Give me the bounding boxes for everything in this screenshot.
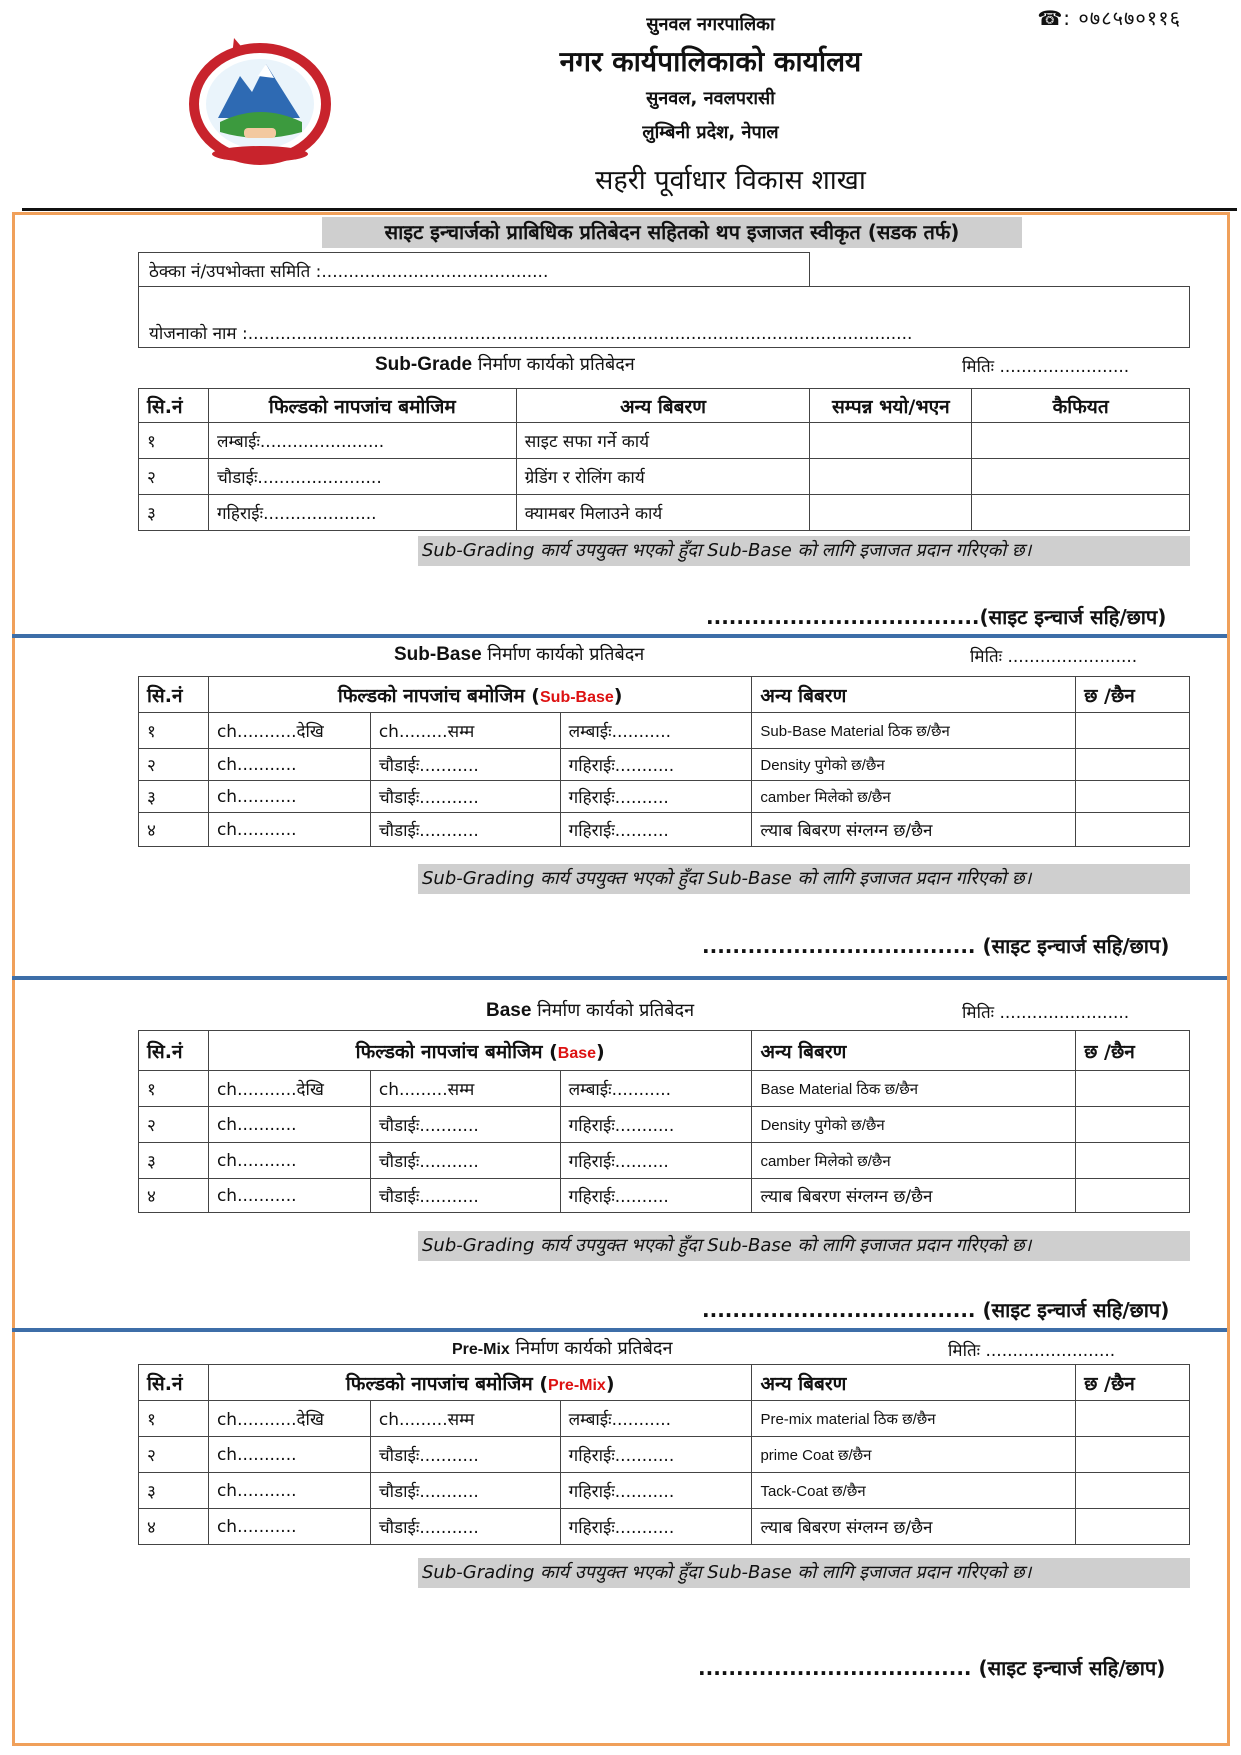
subbase-approval-note: Sub-Grading कार्य उपयुक्त भएको हुँदा Sub-Base को लागि इजाजत प्रदान गरिएको छ। — [418, 864, 1190, 894]
row-sn: १ — [139, 1071, 209, 1107]
header-sn: सि.नं — [139, 677, 209, 713]
table-row — [139, 1401, 1190, 1437]
row-other: ल्याब बिबरण संग्लग्न छ/छैन — [752, 813, 1076, 847]
header-field — [208, 1365, 752, 1401]
row-chainage[interactable]: ch........... — [208, 1509, 370, 1545]
row-width[interactable]: चौडाईः........... — [370, 1509, 560, 1545]
row-sn: २ — [139, 1107, 209, 1143]
subbase-signature[interactable]: .................................... (साइट इन्चार्ज सहि/छाप) — [702, 934, 1170, 958]
base-table — [138, 1030, 1190, 1213]
table-row — [139, 713, 1190, 749]
municipality-name: सुनवल नगरपालिका — [646, 14, 775, 35]
subgrade-table — [138, 388, 1190, 531]
row-other: ल्याब बिबरण संग्लग्न छ/छैन — [752, 1179, 1076, 1213]
row-depth[interactable]: गहिराईः.......... — [560, 781, 752, 813]
subbase-date[interactable]: मितिः ........................ — [970, 647, 1138, 667]
row-sn: १ — [139, 1401, 209, 1437]
row-sn: ३ — [139, 781, 209, 813]
row-remarks[interactable] — [972, 423, 1190, 459]
row-status[interactable] — [1076, 1143, 1190, 1179]
header-field-text: फिल्डको नापजांच बमोजिम ( — [345, 1372, 549, 1395]
row-status[interactable] — [1076, 749, 1190, 781]
row-sn: २ — [139, 459, 209, 495]
row-status[interactable] — [1076, 1179, 1190, 1213]
base-date[interactable]: मितिः ........................ — [962, 1003, 1130, 1023]
row-field[interactable]: गहिराईः..................... — [208, 495, 516, 531]
row-depth[interactable]: गहिराईः........... — [560, 1509, 752, 1545]
table-row — [139, 1071, 1190, 1107]
row-chainage[interactable]: ch........... — [208, 1107, 370, 1143]
row-other: prime Coat छ/छैन — [752, 1437, 1076, 1473]
header-sn: सि.नं — [139, 389, 209, 423]
row-depth[interactable]: गहिराईः.......... — [560, 1143, 752, 1179]
premix-table — [138, 1364, 1190, 1545]
row-remarks[interactable] — [972, 495, 1190, 531]
row-chainage-to[interactable]: ch.........सम्म — [370, 1071, 560, 1107]
header-sn: सि.नं — [139, 1031, 209, 1071]
header-complete: सम्पन्न भयो/भएन — [810, 389, 972, 423]
row-other: Sub-Base Material ठिक छ/छैन — [752, 713, 1076, 749]
subbase-table — [138, 676, 1190, 847]
row-sn: १ — [139, 423, 209, 459]
row-status[interactable] — [1076, 781, 1190, 813]
row-chainage-from[interactable]: ch...........देखि — [208, 1401, 370, 1437]
row-complete[interactable] — [810, 459, 972, 495]
row-depth[interactable]: गहिराईः.......... — [560, 813, 752, 847]
row-status[interactable] — [1076, 713, 1190, 749]
row-chainage[interactable]: ch........... — [208, 1179, 370, 1213]
header-status: छ /छैन — [1076, 677, 1190, 713]
table-row — [139, 749, 1190, 781]
table-row — [139, 459, 1190, 495]
subgrade-approval-note: Sub-Grading कार्य उपयुक्त भएको हुँदा Sub-Base को लागि इजाजत प्रदान गरिएको छ। — [418, 536, 1190, 566]
header-divider — [22, 208, 1237, 211]
section-divider — [12, 976, 1227, 980]
office-name: नगर कार्यपालिकाको कार्यालय — [559, 45, 862, 78]
province-name: लुम्बिनी प्रदेश, नेपाल — [642, 122, 779, 143]
row-chainage[interactable]: ch........... — [208, 1437, 370, 1473]
row-chainage[interactable]: ch........... — [208, 781, 370, 813]
row-measure[interactable]: लम्बाईः........... — [560, 1071, 752, 1107]
row-remarks[interactable] — [972, 459, 1190, 495]
premix-date[interactable]: मितिः ........................ — [948, 1341, 1116, 1361]
premix-title — [452, 1336, 672, 1360]
table-row — [139, 495, 1190, 531]
base-approval-note: Sub-Grading कार्य उपयुक्त भएको हुँदा Sub-Base को लागि इजाजत प्रदान गरिएको छ। — [418, 1231, 1190, 1261]
table-row — [139, 1143, 1190, 1179]
branch-name: सहरी पूर्वाधार विकास शाखा — [595, 165, 866, 196]
project-name-field[interactable] — [138, 286, 1190, 348]
row-status[interactable] — [1076, 1107, 1190, 1143]
table-row — [139, 1473, 1190, 1509]
form-title-banner: साइट इन्चार्जको प्राबिधिक प्रतिबेदन सहितको थप इजाजत स्वीकृत (सडक तर्फ) — [322, 217, 1022, 248]
table-row — [139, 781, 1190, 813]
row-other: camber मिलेको छ/छैन — [752, 781, 1076, 813]
project-name-text: योजनाको नाम :........................................................................................................................... — [149, 324, 913, 344]
row-chainage-to[interactable]: ch.........सम्म — [370, 713, 560, 749]
header-status: छ /छैन — [1076, 1365, 1190, 1401]
header-field: फिल्डको नापजांच बमोजिम — [208, 389, 516, 423]
row-other: Density पुगेको छ/छैन — [752, 749, 1076, 781]
row-other: ग्रेडिंग र रोलिंग कार्य — [516, 459, 810, 495]
base-title-np: निर्माण कार्यको प्रतिबेदन — [531, 1000, 695, 1021]
row-other: Tack-Coat छ/छैन — [752, 1473, 1076, 1509]
premix-title-en: Pre-Mix — [452, 1341, 510, 1358]
header-other: अन्य बिबरण — [752, 677, 1076, 713]
header-field-red: Sub-Base — [540, 688, 614, 706]
row-sn: ३ — [139, 1473, 209, 1509]
row-sn: ४ — [139, 813, 209, 847]
row-sn: ४ — [139, 1179, 209, 1213]
header-field-red: Pre-Mix — [548, 1376, 606, 1394]
row-depth[interactable]: गहिराईः.......... — [560, 1179, 752, 1213]
header-field-red: Base — [557, 1044, 597, 1062]
row-chainage[interactable]: ch........... — [208, 749, 370, 781]
row-other: ल्याब बिबरण संग्लग्न छ/छैन — [752, 1509, 1076, 1545]
premix-signature[interactable]: .................................... (साइट इन्चार्ज सहि/छाप) — [698, 1656, 1166, 1680]
base-signature[interactable]: .................................... (साइट इन्चार्ज सहि/छाप) — [702, 1298, 1170, 1322]
row-sn: २ — [139, 1437, 209, 1473]
section-divider — [12, 634, 1227, 638]
subgrade-signature[interactable]: ....................................(साइट इन्चार्ज सहि/छाप) — [706, 605, 1167, 629]
row-other: Pre-mix material ठिक छ/छैन — [752, 1401, 1076, 1437]
base-title — [486, 998, 694, 1022]
subbase-title-en: Sub-Base — [394, 644, 482, 665]
table-row — [139, 1107, 1190, 1143]
row-depth[interactable]: गहिराईः........... — [560, 1107, 752, 1143]
row-chainage[interactable]: ch........... — [208, 813, 370, 847]
row-sn: २ — [139, 749, 209, 781]
contract-field[interactable]: ठेक्का नं/उपभोक्ता समिति :.......................................... — [138, 252, 810, 287]
row-depth[interactable]: गहिराईः........... — [560, 1473, 752, 1509]
row-chainage-from[interactable]: ch...........देखि — [208, 1071, 370, 1107]
table-row — [139, 1509, 1190, 1545]
row-width[interactable]: चौडाईः........... — [370, 749, 560, 781]
row-depth[interactable]: गहिराईः........... — [560, 1437, 752, 1473]
row-complete[interactable] — [810, 423, 972, 459]
row-chainage[interactable]: ch........... — [208, 1473, 370, 1509]
header-other: अन्य बिबरण — [752, 1365, 1076, 1401]
header-field-end: ) — [605, 1372, 615, 1395]
row-other: साइट सफा गर्ने कार्य — [516, 423, 810, 459]
header-other: अन्य बिबरण — [516, 389, 810, 423]
row-status[interactable] — [1076, 1071, 1190, 1107]
row-field[interactable]: चौडाईः....................... — [208, 459, 516, 495]
row-width[interactable]: चौडाईः........... — [370, 781, 560, 813]
row-field[interactable]: लम्बाईः....................... — [208, 423, 516, 459]
row-sn: १ — [139, 713, 209, 749]
subbase-title-np: निर्माण कार्यको प्रतिबेदन — [481, 644, 645, 665]
row-chainage-to[interactable]: ch.........सम्म — [370, 1401, 560, 1437]
row-width[interactable]: चौडाईः........... — [370, 1143, 560, 1179]
table-row — [139, 1437, 1190, 1473]
header-field-end: ) — [596, 1040, 605, 1063]
row-status[interactable] — [1076, 1401, 1190, 1437]
row-measure[interactable]: लम्बाईः........... — [560, 1401, 752, 1437]
row-width[interactable]: चौडाईः........... — [370, 1179, 560, 1213]
subgrade-title — [375, 352, 635, 376]
row-status[interactable] — [1076, 1509, 1190, 1545]
premix-approval-note: Sub-Grading कार्य उपयुक्त भएको हुँदा Sub-Base को लागि इजाजत प्रदान गरिएको छ। — [418, 1558, 1190, 1588]
row-status[interactable] — [1076, 1473, 1190, 1509]
subgrade-date[interactable]: मितिः ........................ — [962, 357, 1130, 377]
phone-number: ☎: ०७८५७०११६ — [1037, 6, 1181, 30]
header-field — [208, 1031, 752, 1071]
subgrade-title-en: Sub-Grade — [375, 354, 473, 375]
row-depth[interactable]: गहिराईः........... — [560, 749, 752, 781]
row-other: Density पुगेको छ/छैन — [752, 1107, 1076, 1143]
row-width[interactable]: चौडाईः........... — [370, 1437, 560, 1473]
row-other: क्यामबर मिलाउने कार्य — [516, 495, 810, 531]
header-field — [208, 677, 751, 713]
row-chainage[interactable]: ch........... — [208, 1143, 370, 1179]
row-width[interactable]: चौडाईः........... — [370, 1107, 560, 1143]
subbase-title — [394, 642, 644, 666]
row-status[interactable] — [1076, 1437, 1190, 1473]
premix-title-np: निर्माण कार्यको प्रतिबेदन — [509, 1338, 673, 1359]
row-width[interactable]: चौडाईः........... — [370, 1473, 560, 1509]
header-field-text: फिल्डको नापजांच बमोजिम ( — [355, 1040, 558, 1063]
subgrade-title-np: निर्माण कार्यको प्रतिबेदन — [472, 354, 635, 375]
section-divider — [12, 1328, 1227, 1332]
row-sn: ३ — [139, 1143, 209, 1179]
header-other: अन्य बिबरण — [752, 1031, 1076, 1071]
row-sn: ४ — [139, 1509, 209, 1545]
table-row — [139, 813, 1190, 847]
header-field-text: फिल्डको नापजांच बमोजिम ( — [337, 684, 540, 707]
row-complete[interactable] — [810, 495, 972, 531]
row-other: Base Material ठिक छ/छैन — [752, 1071, 1076, 1107]
row-measure[interactable]: लम्बाईः........... — [560, 713, 752, 749]
office-address: सुनवल, नवलपरासी — [646, 88, 775, 109]
row-status[interactable] — [1076, 813, 1190, 847]
table-row — [139, 1179, 1190, 1213]
header-sn: सि.नं — [139, 1365, 209, 1401]
base-title-en: Base — [486, 1000, 532, 1021]
row-other: camber मिलेको छ/छैन — [752, 1143, 1076, 1179]
header-field-end: ) — [613, 684, 623, 707]
row-sn: ३ — [139, 495, 209, 531]
header-status: छ /छैन — [1076, 1031, 1190, 1071]
row-width[interactable]: चौडाईः........... — [370, 813, 560, 847]
table-row — [139, 423, 1190, 459]
header-remarks: कैफियत — [972, 389, 1190, 423]
row-chainage-from[interactable]: ch...........देखि — [208, 713, 370, 749]
